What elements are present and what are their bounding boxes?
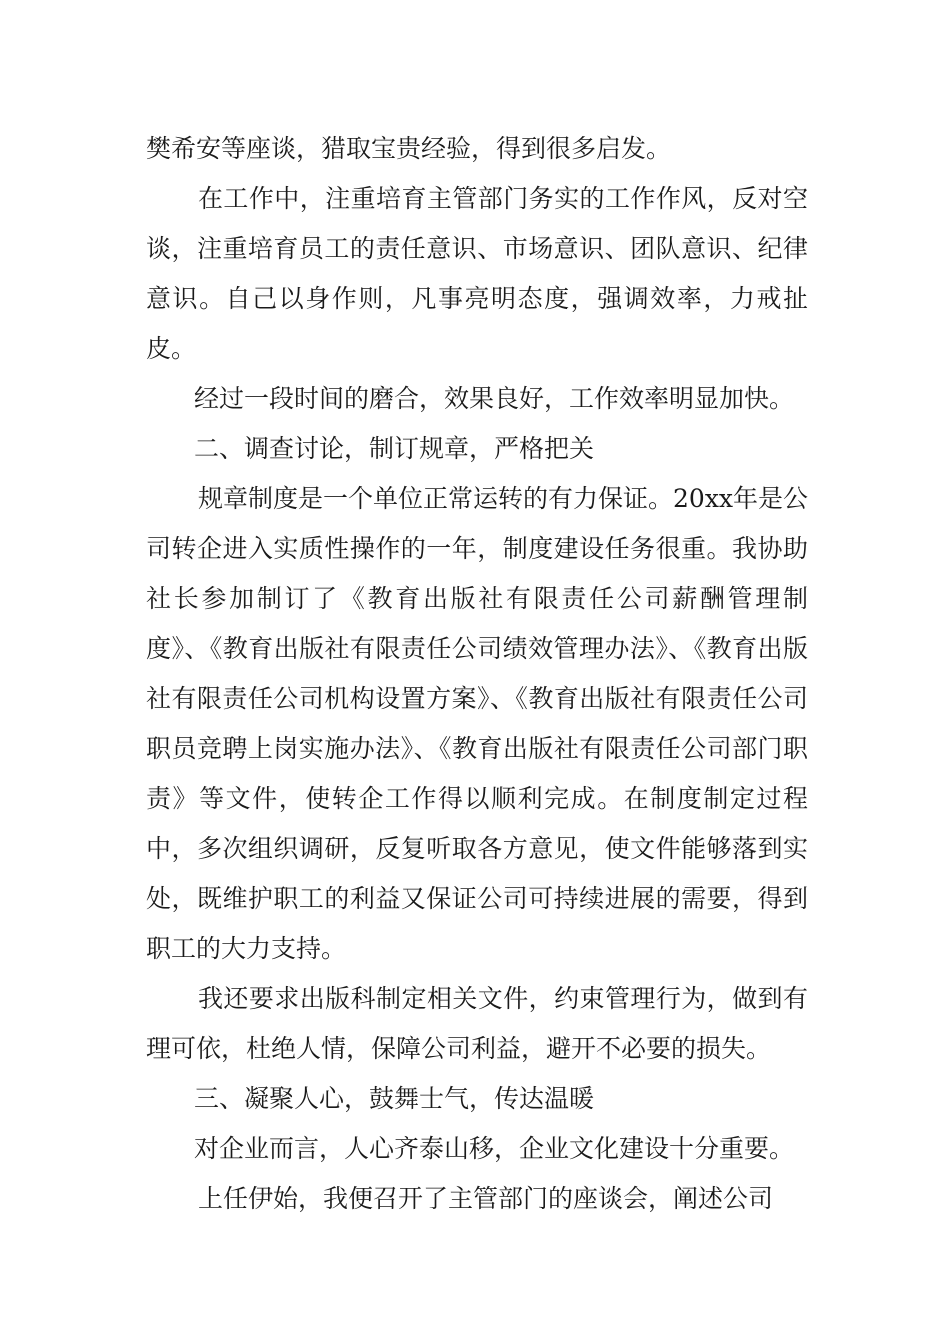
paragraph-regulations: 规章制度是一个单位正常运转的有力保证。20xx年是公司转企进入实质性操作的一年，制度建设任务很重。我协助社长参加制订了《教育出版社有限责任公司薪酬管理制度》、《教育出版社有限责任公司绩效管理办法》、《教育出版社有限责任公司机构设置方案》、《教育出版社有限责任公司职员竞聘上岗实施办法》、《教育出版社有限责任公司部门职责》等文件，使转企工作得以顺利完成。在制度制定过程中，多次组织调研，反复听取各方意见，使文件能够落到实处，既维护职工的利益又保证公司可持续进展的需要，得到职工的大力支持。 xyxy=(146,484,809,963)
paragraph-work-style: 在工作中，注重培育主管部门务实的工作作风，反对空谈，注重培育员工的责任意识、市场意识、团队意识、纪律意识。自己以身作则，凡事亮明态度，强调效率，力戒扯皮。 xyxy=(146,184,808,363)
document-body xyxy=(146,124,808,1224)
paragraph-continuation: 樊希安等座谈，猎取宝贵经验，得到很多启发。 xyxy=(146,134,672,163)
paragraph-culture: 对企业而言，人心齐泰山移，企业文化建设十分重要。 xyxy=(194,1134,795,1163)
section-heading-2: 二、调查讨论，制订规章，严格把关 xyxy=(194,434,595,463)
section-heading-3: 三、凝聚人心，鼓舞士气，传达温暖 xyxy=(194,1084,595,1113)
paragraph-publishing-dept: 我还要求出版科制定相关文件，约束管理行为，做到有理可依，杜绝人情，保障公司利益，避开不必要的损失。 xyxy=(146,984,808,1063)
paragraph-result: 经过一段时间的磨合，效果良好，工作效率明显加快。 xyxy=(194,384,795,413)
paragraph-inauguration: 上任伊始，我便召开了主管部门的座谈会，阐述公司 xyxy=(198,1184,774,1213)
